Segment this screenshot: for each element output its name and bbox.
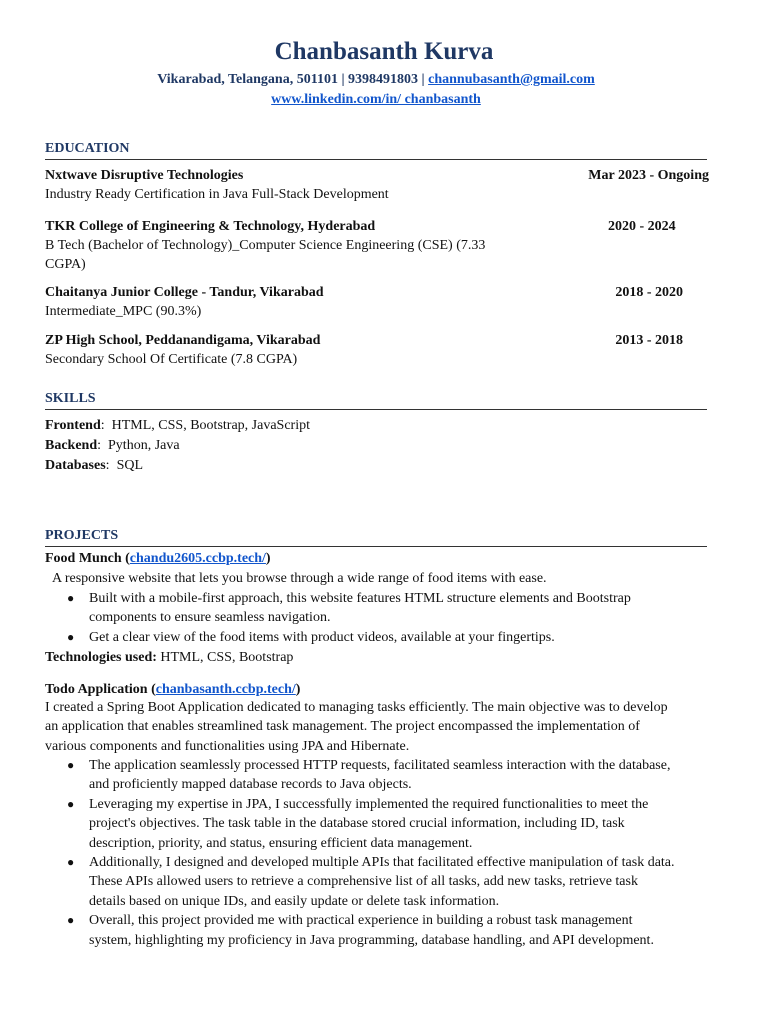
tech-value: HTML, CSS, Bootstrap [160, 650, 294, 665]
project-intro: A responsive website that lets you browse through a wide range of food items with ease. [52, 571, 547, 586]
skills-heading: SKILLS [45, 391, 707, 410]
project-bullets [45, 589, 725, 647]
skill-value: Python, Java [108, 438, 180, 453]
education-detail: Intermediate_MPC (90.3%) [45, 304, 202, 319]
institution: TKR College of Engineering & Technology, Hyderabad [45, 219, 376, 234]
education-dates: 2018 - 2020 [615, 285, 683, 300]
linkedin-link[interactable]: www.linkedin.com/in/ chanbasanth [271, 92, 481, 107]
education-dates-wrap [608, 217, 708, 236]
education-detail: CGPA) [45, 257, 86, 272]
project-bullets [45, 756, 725, 950]
tech-label: Technologies used: [45, 650, 157, 665]
institution: Chaitanya Junior College - Tandur, Vikarabad [45, 285, 324, 300]
list-item: ● Built with a mobile-first approach, this website features HTML structure elements and Bootstrap components to ensure seamless navigation. [67, 591, 631, 626]
project-link[interactable]: chandu2605.ccbp.tech/ [129, 551, 266, 566]
project-title: Todo Application (chanbasanth.ccbp.tech/) [45, 682, 301, 697]
bullet-icon: ● [67, 629, 75, 644]
skill-value: HTML, CSS, Bootstrap, JavaScript [111, 418, 310, 433]
education-detail: B Tech (Bachelor of Technology)_Computer Science Engineering (CSE) (7.33 [45, 238, 486, 253]
skill-row: Frontend: HTML, CSS, Bootstrap, JavaScript [45, 418, 310, 433]
education-detail: Secondary School Of Certificate (7.8 CGPA) [45, 352, 298, 367]
education-detail: Industry Ready Certification in Java Full-Stack Development [45, 187, 389, 202]
bullet-icon: ● [67, 913, 75, 928]
bullet-icon: ● [67, 758, 75, 772]
list-item: ● Leveraging my expertise in JPA, I successfully implemented the required functionalities to meet the project's objectives. The task table in the database stored crucial information, including ID, task description, priority, and status, ensuring efficient data management. [67, 796, 649, 851]
project-title: Food Munch (chandu2605.ccbp.tech/) [45, 551, 271, 566]
email-link[interactable]: channubasanth@gmail.com [428, 72, 595, 87]
education-dates: Mar 2023 - Ongoing [588, 168, 709, 183]
list-item: ● Additionally, I designed and developed multiple APIs that facilitated effective manipulation of task data. These APIs allowed users to retrieve a comprehensive list of all tasks, add new tasks, retrieve task details based on unique IDs, and easily update or delete task information. [67, 855, 675, 909]
education-heading: EDUCATION [45, 141, 707, 160]
project-name: Todo Application ( [45, 682, 156, 697]
technologies-used [45, 648, 709, 667]
candidate-name: Chanbasanth Kurva [274, 38, 494, 65]
contact-line [0, 72, 752, 88]
list-item: ● The application seamlessly processed HTTP requests, facilitated seamless interaction with the database, and proficiently mapped database records to Java objects. [67, 758, 671, 793]
skill-row: Backend: Python, Java [45, 438, 180, 453]
education-entry [45, 166, 709, 204]
project-intro: I created a Spring Boot Application dedicated to managing tasks efficiently. The main objective was to develop an application that enables streamlined task management. The project encompassed the implementation of various components and functionalities using JPA and Hibernate. [45, 700, 668, 754]
phone: 9398491803 | [348, 72, 425, 87]
address: Vikarabad, Telangana, 501101 | [157, 72, 345, 87]
project-link[interactable]: chanbasanth.ccbp.tech/ [155, 682, 296, 697]
projects-heading: PROJECTS [45, 528, 707, 547]
bullet-icon: ● [67, 855, 75, 870]
education-entry [45, 217, 525, 274]
bullet-icon: ● [67, 591, 75, 605]
bullet-icon: ● [67, 796, 75, 811]
skill-row: Databases: SQL [45, 458, 144, 473]
skill-label: Frontend [45, 418, 101, 433]
education-dates: 2020 - 2024 [608, 219, 676, 234]
linkedin-line [0, 92, 752, 108]
institution: ZP High School, Peddanandigama, Vikarabad [45, 333, 321, 348]
skill-label: Databases [45, 458, 106, 473]
list-item: ● Overall, this project provided me with practical experience in building a robust task management system, highlighting my proficiency in Java programming, database handling, and API development. [67, 913, 654, 948]
list-item: ● Get a clear view of the food items with product videos, available at your fingertips. [45, 628, 725, 647]
education-entry [45, 283, 709, 321]
institution: Nxtwave Disruptive Technologies [45, 168, 244, 183]
skill-label: Backend [45, 438, 98, 453]
education-dates: 2013 - 2018 [615, 333, 683, 348]
project-name: Food Munch ( [45, 551, 130, 566]
education-entry [45, 331, 709, 369]
skill-value: SQL [116, 458, 144, 473]
